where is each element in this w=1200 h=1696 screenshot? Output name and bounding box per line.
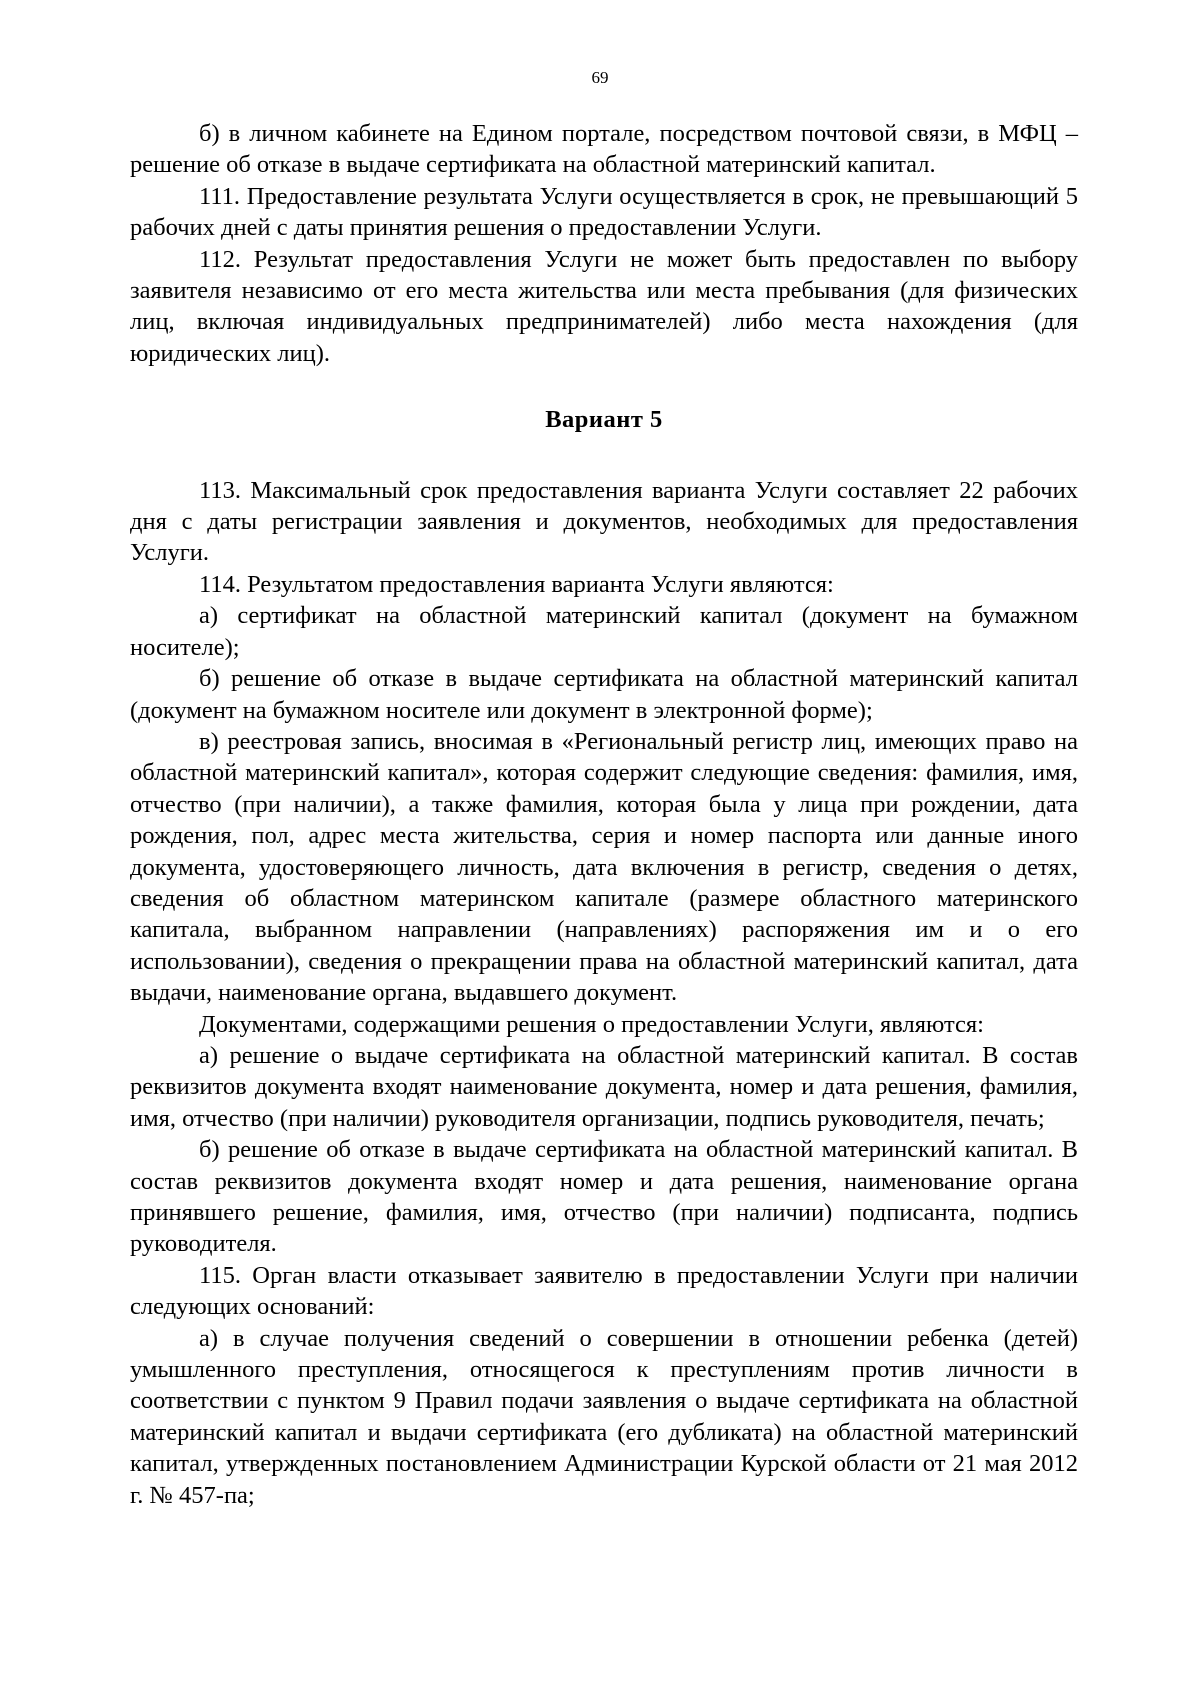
paragraph: а) решение о выдаче сертификата на областной материнский капитал. В состав реквизитов документа входят наименование документа, номер и дата решения, фамилия, имя, отчество (при наличии) руководителя организации, подпись руководителя, печать;: [130, 1041, 1078, 1132]
paragraph: 115. Орган власти отказывает заявителю в предоставлении Услуги при наличии следующих оснований:: [130, 1261, 1078, 1321]
document-body: [130, 118, 1078, 1511]
paragraph: 113. Максимальный срок предоставления варианта Услуги составляет 22 рабочих дня с даты регистрации заявления и документов, необходимых для предоставления Услуги.: [130, 476, 1078, 567]
paragraph: а) сертификат на областной материнский капитал (документ на бумажном носителе);: [130, 602, 1078, 661]
paragraph: 112. Результат предоставления Услуги не может быть предоставлен по выбору заявителя независимо от его места жительства или места пребывания (для физических лиц, включая индивидуальных предпринимателей) либо места нахождения (для юридических лиц).: [130, 245, 1078, 367]
paragraph: Документами, содержащими решения о предоставлении Услуги, являются:: [199, 1010, 984, 1038]
paragraph: б) решение об отказе в выдаче сертификата на областной материнский капитал (документ на бумажном носителе или документ в электронной форме);: [130, 665, 1078, 724]
paragraph: в) реестровая запись, вносимая в «Региональный регистр лиц, имеющих право на областной материнский капитал», которая содержит следующие сведения: фамилия, имя, отчество (при наличии), а также фамилия, которая была у лица при рождении, дата рождения, пол, адрес места жительства, серия и номер паспорта или данные иного документа, удостоверяющего личность, дата включения в регистр, сведения о детях, сведения об областном материнском капитале (размере областного материнского капитала, выбранном направлении (направлениях) распоряжения им и о его использовании), сведения о прекращении права на областной материнский капитал, дата выдачи, наименование органа, выдавшего документ.: [130, 727, 1078, 1007]
paragraph: а) в случае получения сведений о совершении в отношении ребенка (детей) умышленного преступления, относящегося к преступлениям против личности в соответствии с пунктом 9 Правил подачи заявления о выдаче сертификата на областной материнский капитал и выдачи сертификата (его дубликата) на областной материнский капитал, утвержденных постановлением Администрации Курской области от 21 мая 2012 г. № 457-па;: [130, 1324, 1078, 1509]
paragraph: б) в личном кабинете на Едином портале, посредством почтовой связи, в МФЦ – решение об отказе в выдаче сертификата на областной материнский капитал.: [130, 120, 1078, 179]
section-heading: Вариант 5: [545, 406, 663, 434]
paragraph: 114. Результатом предоставления варианта Услуги являются:: [199, 570, 834, 598]
paragraph: 111. Предоставление результата Услуги осуществляется в срок, не превышающий 5 рабочих дней с даты принятия решения о предоставлении Услуги.: [130, 182, 1078, 242]
page-number: 69: [591, 68, 609, 87]
paragraph: б) решение об отказе в выдаче сертификата на областной материнский капитал. В состав реквизитов документа входят номер и дата решения, наименование органа принявшего решение, фамилия, имя, отчество (при наличии) подписанта, подпись руководителя.: [130, 1136, 1078, 1258]
